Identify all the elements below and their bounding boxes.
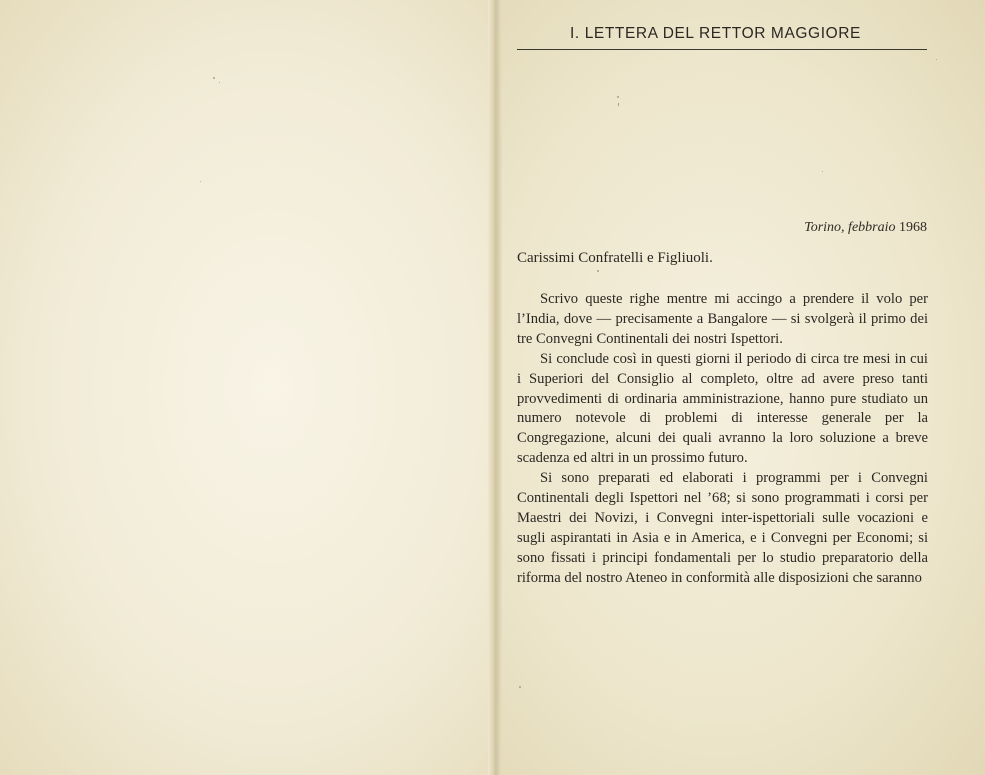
- paper-speck: [219, 82, 220, 83]
- book-gutter: [488, 0, 502, 775]
- paper-speck: [597, 270, 599, 272]
- letter-body: [517, 290, 928, 589]
- paper-speck: [519, 686, 521, 688]
- paper-speck: [936, 59, 937, 60]
- salutation: Carissimi Confratelli e Figliuoli.: [517, 250, 713, 266]
- running-head-title: I. LETTERA DEL RETTOR MAGGIORE: [569, 25, 861, 42]
- paper-speck: [213, 77, 215, 79]
- paper-speck: [200, 181, 201, 182]
- paragraph: Scrivo queste righe mentre mi accingo a prendere il volo per l’India, dove — precisamente a Bangalore — si svolgerà il primo dei tre Convegni Continentali dei nostri Ispettori.: [517, 291, 928, 347]
- paragraph: Si sono preparati ed elaborati i programmi per i Convegni Continentali degli Ispettori nel ’68; si sono programmati i corsi per Maestri dei Novizi, i Convegni inter-ispettoriali sulle vocazioni e sugli aspirantati in Asia e in America, e i Convegni per Economi; si sono fissati i principi fondamentali per lo studio preparatorio della riforma del nostro Ateneo in conformità alle disposizioni che saranno: [517, 470, 928, 586]
- dateline: [804, 220, 927, 236]
- paper-speck: [618, 103, 619, 106]
- dateline-year: 1968: [899, 220, 927, 235]
- paragraph: Si conclude così in questi giorni il periodo di circa tre mesi in cui i Superiori del Consiglio al completo, oltre ad avere preso tanti provvedimenti di ordinaria amministrazione, hanno pure studiato un numero notevole di problemi di interesse generale per la Congregazione, alcuni dei quali avranno la loro soluzione a breve scadenza ed altri in un prossimo futuro.: [517, 350, 928, 467]
- paper-speck: [822, 171, 823, 172]
- running-head: [517, 23, 927, 50]
- dateline-place-month: Torino, febbraio: [804, 220, 896, 235]
- paper-speck: [617, 96, 619, 98]
